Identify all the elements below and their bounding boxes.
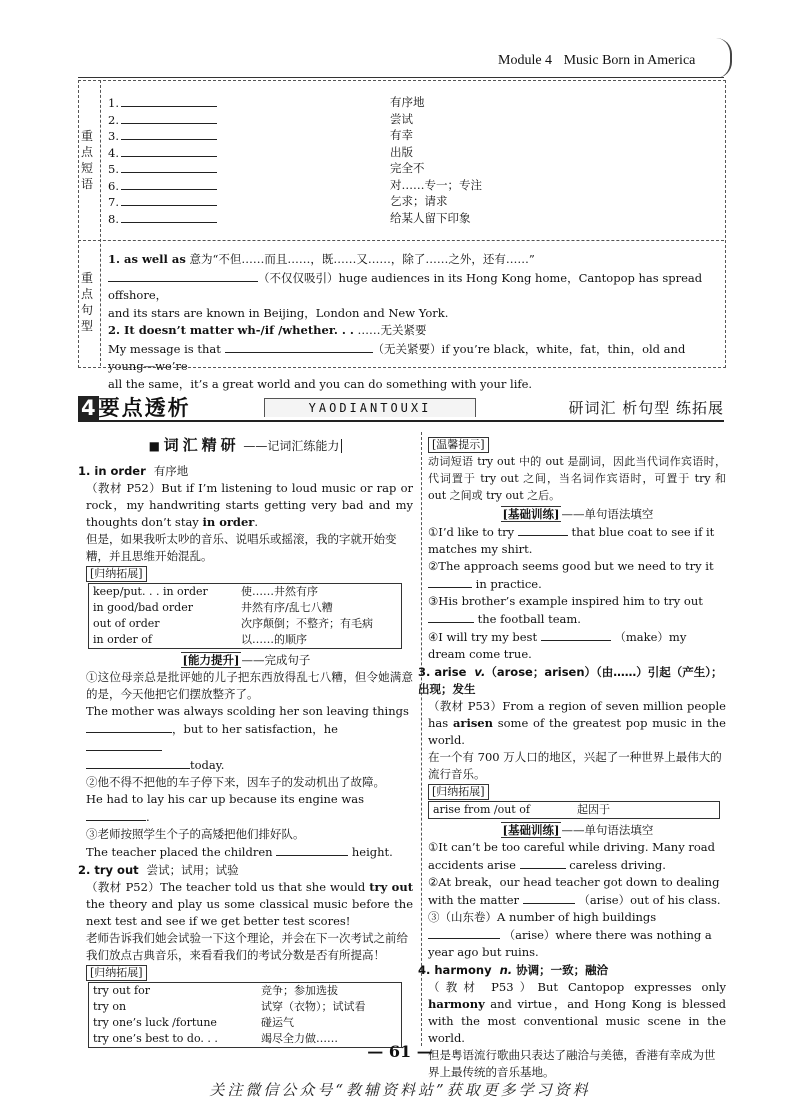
word-harmony bbox=[418, 962, 727, 1081]
sentence-1-head: 1. as well as 意为“不但……而且……，既……又……，除了……之外，还有……” bbox=[108, 252, 535, 266]
summary-label: [归纳拓展] bbox=[78, 565, 413, 582]
phrase-blank[interactable] bbox=[121, 94, 217, 107]
word-head: 3. arise v.（arose；arisen）（由……）引起（产生）；出现；发生 bbox=[418, 665, 723, 696]
answer-blank[interactable] bbox=[86, 808, 146, 821]
section-banner bbox=[78, 396, 724, 422]
practice-q1: ①I’d like to try that blue coat to see if it matches my shirt. bbox=[428, 525, 715, 556]
summary-table bbox=[428, 801, 720, 819]
word-try-out bbox=[78, 862, 413, 1048]
answer-blank[interactable] bbox=[86, 738, 162, 751]
key-sentences bbox=[108, 251, 716, 393]
column-divider bbox=[421, 432, 423, 1046]
header-rule bbox=[78, 77, 724, 78]
word-in-order bbox=[78, 463, 413, 861]
summary-table bbox=[88, 982, 402, 1048]
word-example: （教材 P53）But Cantopop expresses only harmony and virtue，and Hong Kong is blessed with the most conventional music scene in the world. bbox=[428, 980, 727, 1045]
ability-q3-en: The teacher placed the children height. bbox=[86, 845, 393, 859]
phrase-row: 7. 乞求；请求 bbox=[108, 194, 448, 209]
phrase-row: 5. 完全不 bbox=[108, 161, 425, 176]
phrase-blank[interactable] bbox=[121, 193, 217, 206]
ability-q3-cn: ③老师按照学生个子的高矮把他们排好队。 bbox=[86, 827, 305, 841]
footer-note: 关注微信公众号“教辅资料站”获取更多学习资料 bbox=[209, 1081, 591, 1099]
practice-q4: ④I will try my best （make）my dream come true. bbox=[428, 630, 687, 661]
header-bracket-decoration bbox=[716, 38, 732, 78]
word-arise bbox=[418, 664, 726, 961]
practice-q2: ②At break，our head teacher got down to dealing with the matter （arise）out of his class. bbox=[428, 875, 721, 907]
vocab-title: 词汇精研 bbox=[163, 436, 240, 454]
table-row: in good/bad order 井然有序/乱七八糟 bbox=[93, 601, 333, 614]
basic-heading: [基础训练] ——单句语法填空 bbox=[502, 823, 654, 837]
summary-label: [归纳拓展] bbox=[78, 964, 413, 981]
practice-q3: ③（山东卷）A number of high buildings （arise）where there was nothing a year ago but ruins. bbox=[428, 910, 712, 959]
summary-label: [归纳拓展] bbox=[428, 783, 726, 800]
word-head: 1. in order 有序地 bbox=[78, 464, 189, 478]
key-sentences-label: 重点句型 bbox=[81, 271, 94, 333]
phrase-blank[interactable] bbox=[121, 144, 217, 157]
answer-blank[interactable] bbox=[518, 523, 568, 536]
word-example-cn: 在一个有 700 万人口的地区，兴起了一种世界上最伟大的流行音乐。 bbox=[428, 750, 722, 781]
summary-table bbox=[88, 583, 402, 649]
table-row: keep/put. . . in order 使……井然有序 bbox=[93, 585, 318, 598]
answer-blank[interactable] bbox=[86, 756, 190, 769]
key-points-row-divider bbox=[78, 240, 724, 242]
tip-text: 动词短语 try out 中的 out 是副词，因此当代词作宾语时，代词置于 try out 之间，当名词作宾语时，可置于 try 和 out 之间或 try out 之后。 bbox=[428, 455, 726, 502]
answer-blank[interactable] bbox=[520, 856, 566, 869]
vocab-marker-icon: ■ bbox=[148, 439, 160, 453]
answer-blank[interactable] bbox=[86, 720, 172, 733]
vocab-subtitle: ——记词汇练能力 bbox=[243, 439, 342, 453]
answer-blank[interactable] bbox=[276, 843, 348, 856]
answer-blank[interactable] bbox=[428, 610, 474, 623]
answer-blank[interactable] bbox=[523, 891, 575, 904]
word-example-cn: 但是，如果我听太吵的音乐、说唱乐或摇滚，我的字就开始变糟，并且思维开始混乱。 bbox=[86, 532, 397, 563]
practice-q2: ②The approach seems good but we need to try it in practice. bbox=[428, 559, 714, 591]
phrase-blank[interactable] bbox=[121, 160, 217, 173]
running-header bbox=[498, 52, 695, 69]
word-head: 2. try out 尝试；试用；试验 bbox=[78, 863, 239, 877]
phrase-row: 6. 对……专一；专注 bbox=[108, 177, 482, 193]
phrase-blank[interactable] bbox=[121, 177, 217, 190]
word-head: 4. harmony n. 协调；一致；融洽 bbox=[418, 963, 609, 977]
sentence-1-line: （不仅仅吸引）huge audiences in its Hong Kong home，Cantopop has spread offshore， bbox=[108, 270, 703, 302]
ability-q1-en3: today. bbox=[78, 756, 413, 774]
vocab-title-row bbox=[78, 432, 413, 458]
phrase-row: 4. 出版 bbox=[108, 144, 413, 160]
left-column bbox=[78, 432, 413, 1048]
module-title: Music Born in America bbox=[563, 53, 696, 68]
phrase-row: 2. 尝试 bbox=[108, 111, 413, 127]
sentence-2-line2: all the same，it’s a great world and you can do something with your life. bbox=[108, 376, 533, 391]
key-phrases-label: 重点短语 bbox=[81, 129, 94, 191]
word-example: （教材 P52）The teacher told us that she would try out the theory and play us some classical music before the next test and see if we get better test scores! bbox=[86, 880, 414, 928]
right-column bbox=[418, 436, 727, 1081]
answer-blank[interactable] bbox=[541, 628, 611, 641]
word-example-cn: 但是粤语流行歌曲只表达了融洽与美德，香港有幸成为世界上最传统的音乐基地。 bbox=[428, 1048, 716, 1079]
ability-q1-en: The mother was always scolding her son leaving things bbox=[86, 704, 409, 718]
module-label: Module 4 bbox=[498, 53, 553, 68]
phrase-blank[interactable] bbox=[121, 111, 217, 124]
banner-right: 研词汇 析句型 练拓展 bbox=[568, 399, 724, 417]
basic-heading: [基础训练] ——单句语法填空 bbox=[502, 507, 654, 521]
word-example: （教材 P52）But if I’m listening to loud music or rap or rock，my handwriting starts getting very bad and my thoughts don’t stay in order. bbox=[86, 481, 413, 529]
sentence-2-line: My message is that （无关紧要）if you’re black，white，fat，thin，old and young—we’re bbox=[108, 341, 686, 373]
ability-q1-cn: ①这位母亲总是批评她的儿子把东西放得乱七八糟，但令她满意的是，今天他把它们摆放整齐了。 bbox=[86, 670, 413, 701]
table-row: in order of 以……的顺序 bbox=[93, 633, 307, 646]
table-row: arise from /out of 起因于 bbox=[433, 803, 610, 816]
table-row: try out for 竞争；参加选拔 bbox=[93, 984, 338, 997]
word-example: （教材 P53）From a region of seven million people has arisen some of the greatest pop music in the world. bbox=[428, 699, 726, 747]
table-row: out of order 次序颠倒；不整齐；有毛病 bbox=[93, 617, 373, 630]
banner-title: 4 要点透析 bbox=[78, 396, 208, 420]
phrase-row: 8. 给某人留下印象 bbox=[108, 210, 471, 226]
phrase-blank[interactable] bbox=[121, 210, 217, 223]
ability-q2-en: He had to lay his car up because its engine was . bbox=[86, 792, 364, 824]
key-phrases-list bbox=[108, 94, 708, 226]
phrase-row: 3. 有幸 bbox=[108, 128, 413, 143]
table-row: try on 试穿（衣物）；试试看 bbox=[93, 1000, 366, 1013]
ability-q2-cn: ②他不得不把他的车子停下来，因车子的发动机出了故障。 bbox=[86, 775, 385, 789]
tip-label: [温馨提示] bbox=[428, 436, 726, 453]
ability-q1-en2: ，but to her satisfaction，he bbox=[78, 720, 413, 756]
phrase-row: 1. 有序地 bbox=[108, 95, 425, 110]
table-row: try one’s luck /fortune 碰运气 bbox=[93, 1016, 294, 1029]
page-number: — 61 — bbox=[367, 1042, 433, 1061]
word-example-cn: 老师告诉我们她会试验一下这个理论，并会在下一次考试之前给我们放点古典音乐，来看看我们的考试分数是否有所提高！ bbox=[86, 931, 408, 962]
banner-pinyin: YAODIANTOUXI bbox=[264, 398, 476, 417]
sentence-2-blank[interactable] bbox=[225, 340, 373, 353]
table-row: try one’s best to do. . . 竭尽全力做…… bbox=[93, 1032, 338, 1045]
sentence-1-line2: and its stars are known in Beijing，London and New York. bbox=[108, 305, 449, 320]
answer-blank[interactable] bbox=[428, 575, 472, 588]
practice-q3: ③His brother’s example inspired him to try out the football team. bbox=[428, 594, 703, 626]
sentence-1-blank[interactable] bbox=[108, 269, 258, 282]
ability-heading: [能力提升] ——完成句子 bbox=[182, 653, 311, 667]
banner-number: 4 bbox=[78, 396, 99, 420]
sentence-2-head: 2. It doesn’t matter wh-/if /whether. . . ……无关紧要 bbox=[108, 323, 427, 337]
answer-blank[interactable] bbox=[428, 926, 500, 939]
key-points-divider bbox=[100, 80, 102, 366]
practice-q1: ①It can’t be too careful while driving. Many road accidents arise careless driving. bbox=[428, 840, 715, 872]
phrase-blank[interactable] bbox=[121, 127, 217, 140]
